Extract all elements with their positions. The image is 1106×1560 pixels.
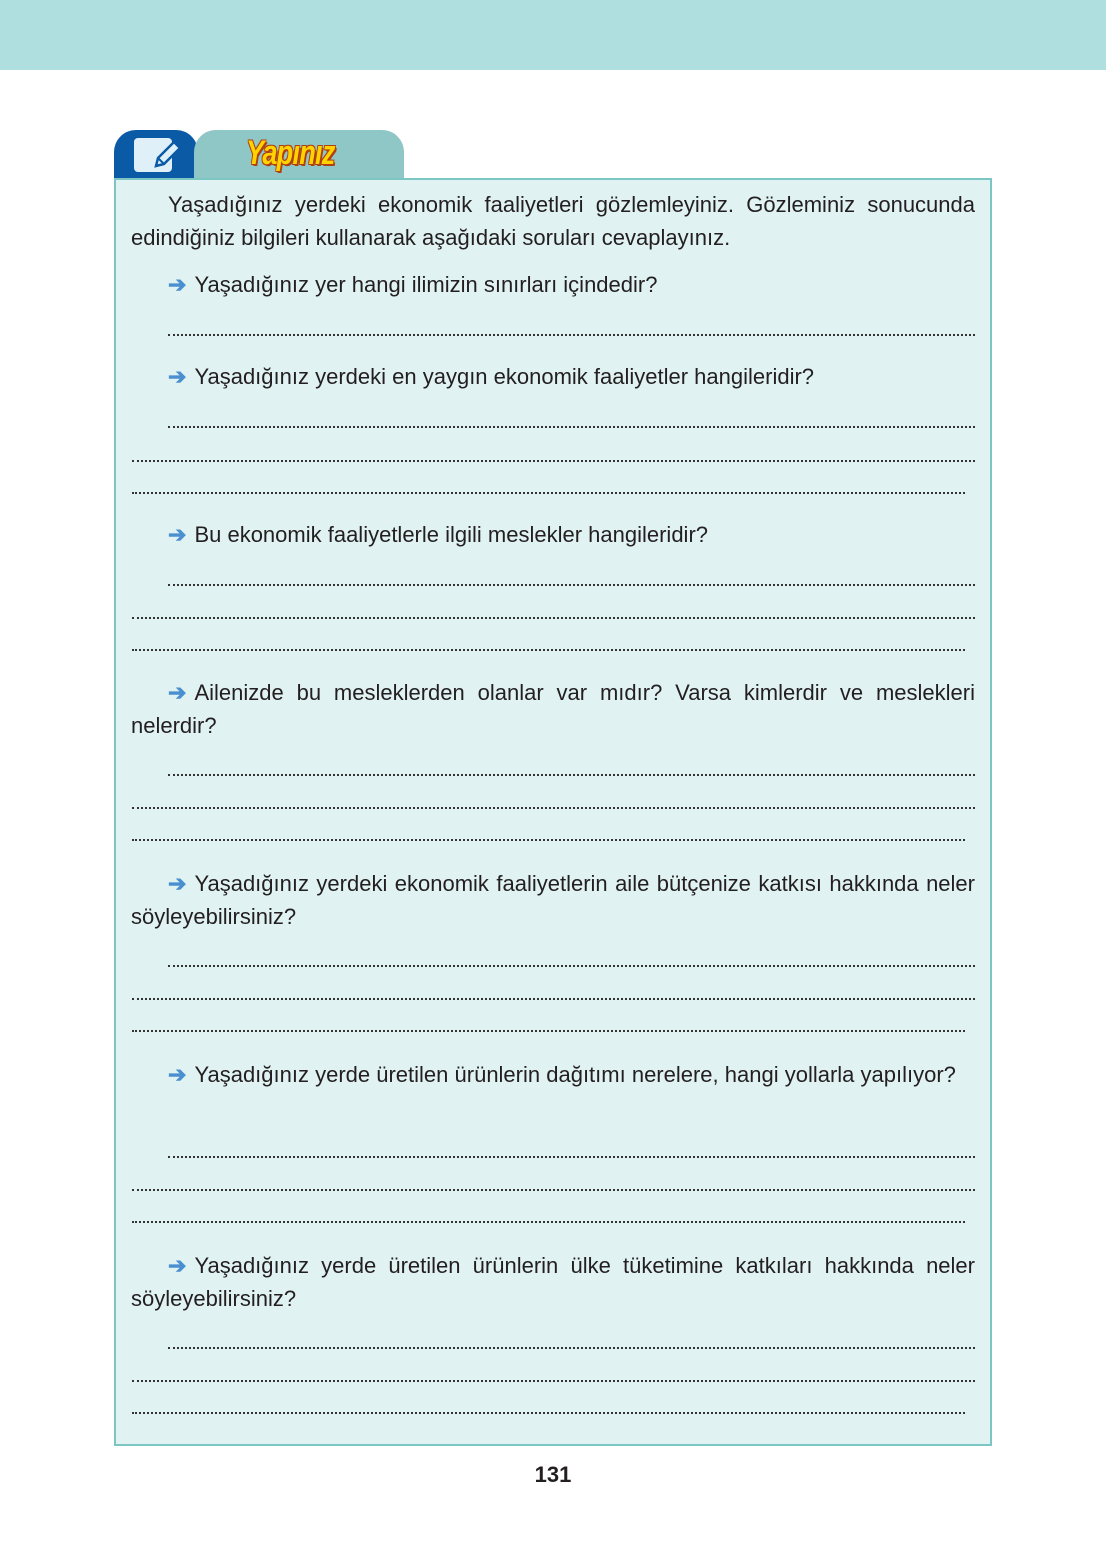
arrow-icon: ➔ <box>168 871 187 896</box>
answer-line[interactable] <box>132 492 965 494</box>
answer-line[interactable] <box>132 1380 975 1382</box>
notebook-pencil-icon <box>114 130 198 180</box>
answer-line[interactable] <box>132 1412 965 1414</box>
answer-line[interactable] <box>132 1189 975 1191</box>
question <box>131 1058 975 1091</box>
question <box>131 268 975 301</box>
page-number: 131 <box>534 1462 572 1487</box>
question <box>131 867 975 933</box>
question <box>131 676 975 742</box>
arrow-icon: ➔ <box>168 1062 187 1087</box>
section-tab <box>194 130 404 179</box>
question-text: Bu ekonomik faaliyetlerle ilgili meslekler hangileridir? <box>194 522 708 547</box>
answer-line[interactable] <box>168 334 975 336</box>
answer-line[interactable] <box>132 807 975 809</box>
question-text: Yaşadığınız yer hangi ilimizin sınırları içindedir? <box>194 272 658 297</box>
top-banner <box>0 0 1106 70</box>
question-text: Yaşadığınız yerde üretilen ürünlerin dağıtımı nerelere, hangi yollarla yapılıyor? <box>194 1062 956 1087</box>
arrow-icon: ➔ <box>168 1253 187 1278</box>
answer-line[interactable] <box>168 584 975 586</box>
question-text: Yaşadığınız yerdeki en yaygın ekonomik faaliyetler hangileridir? <box>194 364 815 389</box>
question-text: Yaşadığınız yerdeki ekonomik faaliyetlerin aile bütçenize katkısı hakkında neler söyleyebilirsiniz? <box>131 871 975 929</box>
question-text: Yaşadığınız yerde üretilen ürünlerin ülke tüketimine katkıları hakkında neler söyleyebilirsiniz? <box>131 1253 975 1311</box>
answer-line[interactable] <box>132 839 965 841</box>
answer-line[interactable] <box>168 426 975 428</box>
intro-text: Yaşadığınız yerdeki ekonomik faaliyetleri gözlemleyiniz. Gözleminiz sonucunda edindiğiniz bilgileri kullanarak aşağıdaki soruları cevaplayınız. <box>131 192 975 250</box>
arrow-icon: ➔ <box>168 522 187 547</box>
answer-line[interactable] <box>132 998 975 1000</box>
question <box>131 1249 975 1315</box>
answer-line[interactable] <box>168 774 975 776</box>
answer-line[interactable] <box>168 1347 975 1349</box>
answer-line[interactable] <box>132 1030 965 1032</box>
question <box>131 518 975 551</box>
answer-line[interactable] <box>132 460 975 462</box>
answer-line[interactable] <box>168 1156 975 1158</box>
arrow-icon: ➔ <box>168 272 187 297</box>
section-title: Yapınız <box>246 134 335 172</box>
arrow-icon: ➔ <box>168 364 187 389</box>
arrow-icon: ➔ <box>168 680 187 705</box>
answer-line[interactable] <box>132 617 975 619</box>
question <box>131 360 975 393</box>
question-text: Ailenizde bu mesleklerden olanlar var mıdır? Varsa kimlerdir ve meslekleri nelerdir? <box>131 680 975 738</box>
answer-line[interactable] <box>132 649 965 651</box>
answer-line[interactable] <box>168 965 975 967</box>
answer-line[interactable] <box>132 1221 965 1223</box>
